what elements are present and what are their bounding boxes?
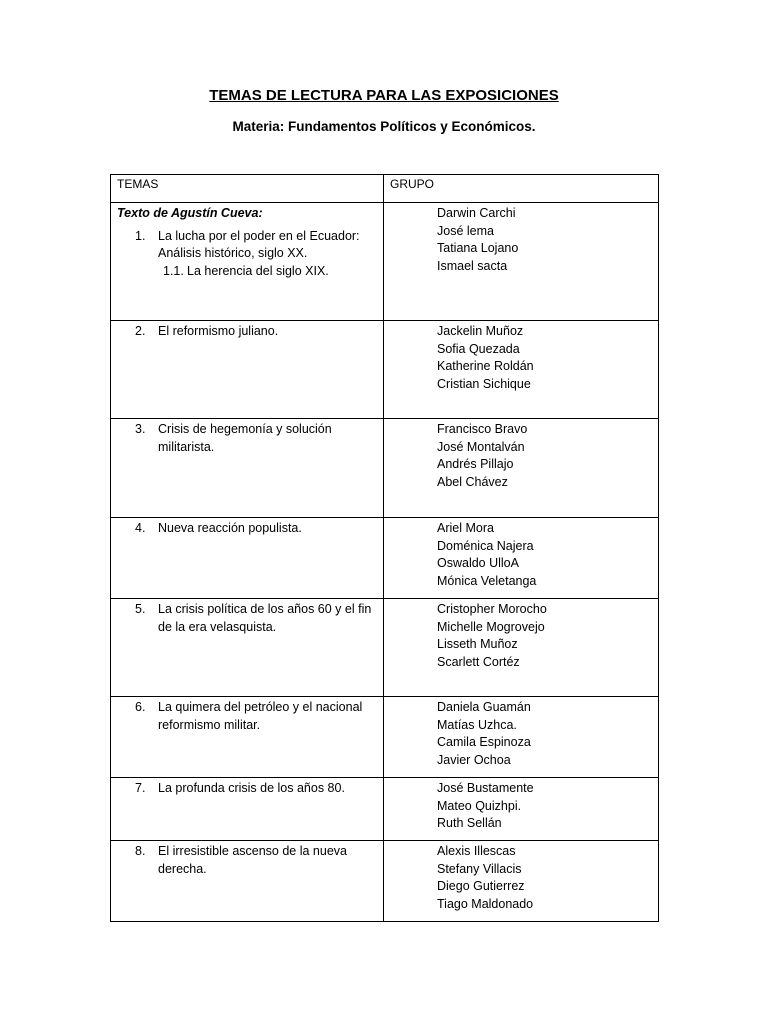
table-row	[111, 841, 659, 922]
header-temas: TEMAS	[111, 175, 384, 203]
table-row	[111, 321, 659, 419]
topics-table	[110, 174, 659, 922]
group-member: Javier Ochoa	[437, 752, 511, 767]
group-member: Katherine Roldán	[437, 359, 534, 374]
group-member: Stefany Villacis	[437, 861, 522, 876]
theme-text: La profunda crisis de los años 80.	[158, 781, 345, 795]
group-member: Diego Gutierrez	[437, 879, 525, 894]
group-member: Matías Uzhca.	[437, 717, 517, 732]
group-member: Oswaldo UlloA	[437, 556, 519, 571]
theme-item	[117, 601, 377, 636]
group-member: Ariel Mora	[437, 521, 494, 535]
theme-text: Nueva reacción populista.	[158, 521, 302, 535]
group-member: Daniela Guamán	[437, 700, 531, 714]
group-member: Andrés Pillajo	[437, 457, 514, 472]
theme-item	[117, 228, 377, 263]
group-member: Darwin Carchi	[437, 206, 516, 220]
theme-intro: Texto de Agustín Cueva:	[117, 206, 263, 220]
table-header-row	[111, 175, 659, 203]
group-member: Camila Espinoza	[437, 735, 531, 750]
theme-cell	[111, 599, 384, 697]
group-cell	[384, 518, 659, 599]
theme-text: La quimera del petróleo y el nacional reformismo militar.	[158, 700, 363, 732]
theme-text: El irresistible ascenso de la nueva derecha.	[158, 844, 347, 876]
theme-item	[117, 780, 377, 798]
group-member: Mónica Veletanga	[437, 573, 537, 588]
group-member: Tiago Maldonado	[437, 896, 534, 911]
table-row	[111, 599, 659, 697]
theme-number: 8.	[135, 844, 146, 858]
group-cell	[384, 778, 659, 841]
theme-cell	[111, 778, 384, 841]
theme-text: La crisis política de los años 60 y el fin de la era velasquista.	[158, 602, 372, 634]
subtheme-number: 1.1.	[163, 263, 184, 278]
group-member: Doménica Najera	[437, 538, 534, 553]
group-member: Cristian Sichique	[437, 376, 531, 391]
group-cell	[384, 419, 659, 518]
group-member: Abel Chávez	[437, 474, 508, 489]
table-row	[111, 419, 659, 518]
theme-cell	[111, 697, 384, 778]
theme-cell	[111, 841, 384, 922]
theme-cell	[111, 321, 384, 419]
theme-item	[117, 843, 377, 878]
document-title: TEMAS DE LECTURA PARA LAS EXPOSICIONES	[209, 87, 559, 104]
theme-text: La lucha por el poder en el Ecuador: Análisis histórico, siglo XX.	[158, 228, 360, 261]
group-member: Ruth Sellán	[437, 816, 502, 831]
group-cell	[384, 599, 659, 697]
theme-cell	[111, 419, 384, 518]
group-member: Michelle Mogrovejo	[437, 619, 545, 634]
theme-number: 4.	[135, 521, 146, 535]
group-member: José Montalván	[437, 439, 525, 454]
theme-cell	[111, 203, 384, 321]
header-grupo: GRUPO	[384, 175, 659, 203]
group-cell	[384, 697, 659, 778]
group-member: Mateo Quizhpi.	[437, 798, 522, 813]
theme-number: 5.	[135, 602, 146, 616]
theme-text: El reformismo juliano.	[158, 324, 279, 338]
table-row	[111, 518, 659, 599]
theme-number: 1.	[135, 228, 146, 243]
theme-subitem	[117, 263, 377, 281]
group-cell	[384, 203, 659, 321]
theme-number: 3.	[135, 422, 146, 436]
theme-item	[117, 520, 377, 538]
theme-item	[117, 421, 377, 456]
table-row	[111, 778, 659, 841]
group-member: Sofia Quezada	[437, 341, 520, 356]
group-member: Tatiana Lojano	[437, 241, 519, 256]
group-member: Cristopher Morocho	[437, 602, 547, 616]
group-member: José Bustamente	[437, 781, 534, 795]
theme-number: 7.	[135, 781, 146, 795]
subtheme-text: La herencia del siglo XIX.	[187, 263, 329, 278]
theme-text: Crisis de hegemonía y solución militarista.	[158, 422, 332, 454]
group-member: Alexis Illescas	[437, 844, 516, 858]
group-member: Ismael sacta	[437, 258, 508, 273]
group-member: Scarlett Cortéz	[437, 654, 520, 669]
theme-item	[117, 323, 377, 341]
table-row	[111, 697, 659, 778]
document-subtitle: Materia: Fundamentos Políticos y Económicos.	[232, 119, 536, 134]
group-cell	[384, 321, 659, 419]
theme-number: 2.	[135, 324, 146, 338]
group-cell	[384, 841, 659, 922]
theme-number: 6.	[135, 700, 146, 714]
group-member: Lisseth Muñoz	[437, 637, 518, 652]
group-member: Francisco Bravo	[437, 422, 528, 436]
theme-item	[117, 699, 377, 734]
group-member: José lema	[437, 223, 494, 238]
theme-cell	[111, 518, 384, 599]
table-row	[111, 203, 659, 321]
group-member: Jackelin Muñoz	[437, 324, 524, 338]
